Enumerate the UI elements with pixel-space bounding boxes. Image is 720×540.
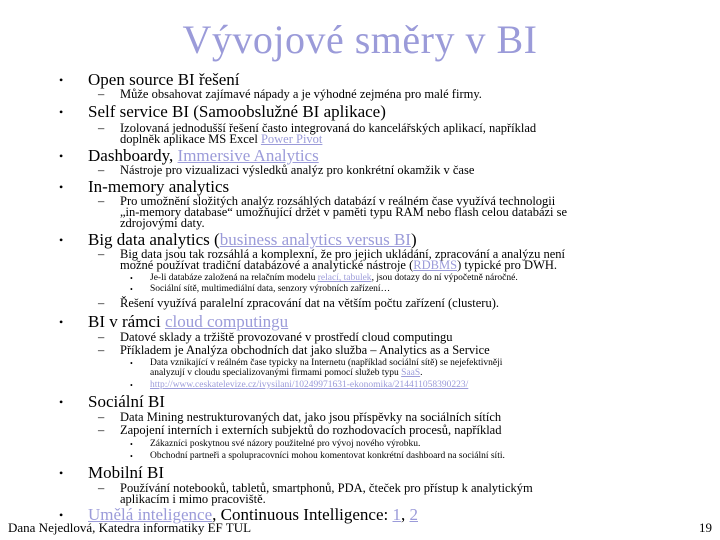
cloud-computing-link[interactable]: cloud computingu [164,312,289,331]
sub-inmemory-1: – Pro umožnění složitých analýz rozsáhlých databází v reálném čase využívá technologii [98,194,556,208]
subsub-cloud-1: • Data vznikající v reálném čase typicky na Internetu (například sociální sítě) se nejefektivněji [130,358,503,368]
footer-author: Dana Nejedlová, Katedra informatiky EF TUL [8,520,252,535]
sub-social-1: – Data Mining nestrukturovaných dat, jako jsou příspěvky na sociálních sítích [98,410,502,424]
bullet-self-service: • Self service BI (Samoobslužné BI aplikace) [59,102,386,121]
bullet-bigdata: • Big data analytics (business analytics versus BI) [59,230,417,249]
sub-social-2: – Zapojení interních i externích subjektů do rozhodovacích procesů, například [98,423,502,437]
subsub-bigdata-2: • Sociální sítě, multimediální data, senzory výrobních zařízení… [130,284,391,294]
business-analytics-link[interactable]: business analytics versus BI [219,230,411,249]
immersive-analytics-link[interactable]: Immersive Analytics [177,146,319,165]
umela-inteligence-link[interactable]: Umělá inteligence [88,505,213,524]
ref-2-link[interactable]: 2 [409,505,418,524]
sub-bigdata-2: možné používat tradiční databázové a analytické nástroje (RDBMS) typické pro DWH. [120,258,558,272]
bullet-dashboards: • Dashboardy, Immersive Analytics [59,146,319,165]
sub-mobile-2: aplikacím i mimo pracoviště. [120,492,266,506]
ref-1-link[interactable]: 1 [392,505,401,524]
bullet-inmemory: • In-memory analytics [59,177,230,196]
sub-open-source: – Může obsahovat zajímavé nápady a je výhodné zejména pro malé firmy. [98,87,482,101]
subsub-cloud-1b: analyzují v cloudu specializovanými firmami pomocí služeb typu SaaS. [150,368,423,378]
slide-title: Vývojové směry v BI [182,17,538,62]
power-pivot-link[interactable]: Power Pivot [260,132,323,146]
bullet-dot: • [59,73,64,87]
item-text: Open source BI řešení [88,70,240,89]
bullet-mobile: • Mobilní BI [59,463,165,482]
subsub-social-2: • Obchodní partneři a spolupracovníci mohou komentovat konkrétní dashboard na sociální síti. [130,451,505,461]
sub-bigdata-1: – Big data jsou tak rozsáhlá a komplexní, že pro jejich ukládání, zpracování a analýzu není [98,247,565,261]
sub-bigdata-3: – Řešení využívá paralelní zpracování dat na větším počtu zařízení (clusteru). [98,296,500,310]
sub-cloud-1: – Datové sklady a tržiště provozované v prostředí cloud computingu [98,330,453,344]
page-number: 19 [699,520,712,535]
relace-tabulek-link[interactable]: relací, tabulek [317,273,372,283]
sub-self-service-2: doplněk aplikace MS Excel Power Pivot [120,132,323,146]
saas-link[interactable]: SaaS [401,368,421,378]
ceska-televize-link[interactable]: http://www.ceskatelevize.cz/ivysilani/10249971631-ekonomika/214411058390223/ [150,380,469,390]
sub-inmemory-3: zdrojovými daty. [120,216,205,230]
sub-self-service-1: – Izolovaná jednodušší řešení často integrovaná do kancelářských aplikací, například [98,121,537,135]
bullet-ai: • Umělá inteligence, Continuous Intelligence: 1, 2 [59,505,418,524]
sub-cloud-2: – Příkladem je Analýza obchodních dat jako služba – Analytics as a Service [98,343,490,357]
bullet-cloud: • BI v rámci cloud computingu [59,312,289,331]
sub-inmemory-2: „in-memory database“ umožňující držet v paměti typu RAM nebo flash celou databázi se [120,205,568,219]
sub-mobile-1: – Používání notebooků, tabletů, smartphonů, PDA, čteček pro přístup k analytickým [98,481,533,495]
rdbms-link[interactable]: RDBMS [413,258,458,272]
sub-dashboards: – Nástroje pro vizualizaci výsledků analýz pro konkrétní okamžik v čase [98,163,475,177]
bullet-social: • Sociální BI [59,392,165,411]
subsub-bigdata-1: • Je-li databáze založená na relačním modelu relací, tabulek, jsou dotazy do ní výpočetně náročné. [130,273,518,283]
subsub-cloud-2: • http://www.ceskatelevize.cz/ivysilani/10249971631-ekonomika/214411058390223/ [130,380,469,390]
subsub-social-1: • Zákazníci poskytnou své názory použitelné pro vývoj nového výrobku. [130,439,421,449]
